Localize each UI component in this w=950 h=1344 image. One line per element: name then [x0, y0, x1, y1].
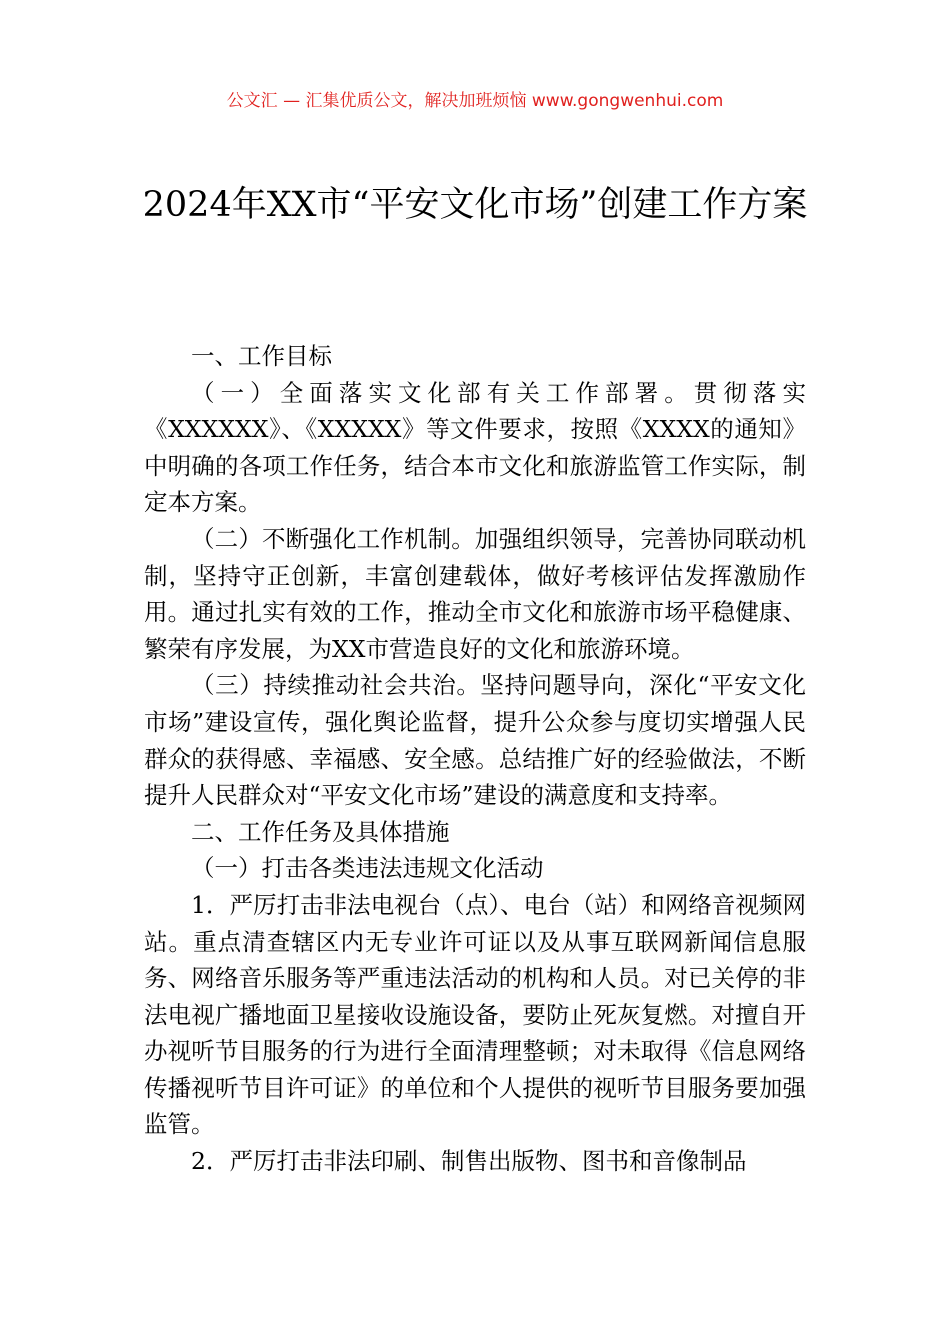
watermark-header: 公文汇 — 汇集优质公文，解决加班烦恼 www.gongwenhui.com — [226, 91, 724, 111]
section-heading: 二、工作任务及具体措施 — [191, 817, 450, 846]
paragraph: （一）全面落实文化部有关工作部署。贯彻落实《XXXXXX》、《XXXXX》等文件要求，按照《XXXX的通知》中明确的各项工作任务，结合本市文化和旅游监管工作实际，制定本方案。 — [144, 378, 806, 517]
paragraph: （二）不断强化工作机制。加强组织领导，完善协同联动机制，坚持守正创新，丰富创建载体，做好考核评估发挥激励作用。通过扎实有效的工作，推动全市文化和旅游市场平稳健康、繁荣有序发展，为XX市营造良好的文化和旅游环境。 — [144, 524, 806, 663]
paragraph: 1．严厉打击非法电视台（点）、电台（站）和网络音视频网站。重点清查辖区内无专业许可证以及从事互联网新闻信息服务、网络音乐服务等严重违法活动的机构和人员。对已关停的非法电视广播地面卫星接收设施设备，要防止死灰复燃。对擅自开办视听节目服务的行为进行全面清理整顿；对未取得《信息网络传播视听节目许可证》的单位和个人提供的视听节目服务要加强监管。 — [144, 890, 806, 1139]
paragraph: 2．严厉打击非法印刷、制售出版物、图书和音像制品 — [191, 1147, 747, 1176]
section-heading: 一、工作目标 — [191, 342, 332, 370]
subsection-heading: （一）打击各类违法违规文化活动 — [191, 854, 544, 883]
document-body — [144, 338, 806, 1180]
paragraph: （三）持续推动社会共治。坚持问题导向，深化“平安文化市场”建设宣传，强化舆论监督，提升公众参与度切实增强人民群众的获得感、幸福感、安全感。总结推广好的经验做法，不断提升人民群众对“平安文化市场”建设的满意度和支持率。 — [144, 671, 806, 810]
document-title: 2024年XX市“平安文化市场”创建工作方案 — [142, 185, 808, 225]
